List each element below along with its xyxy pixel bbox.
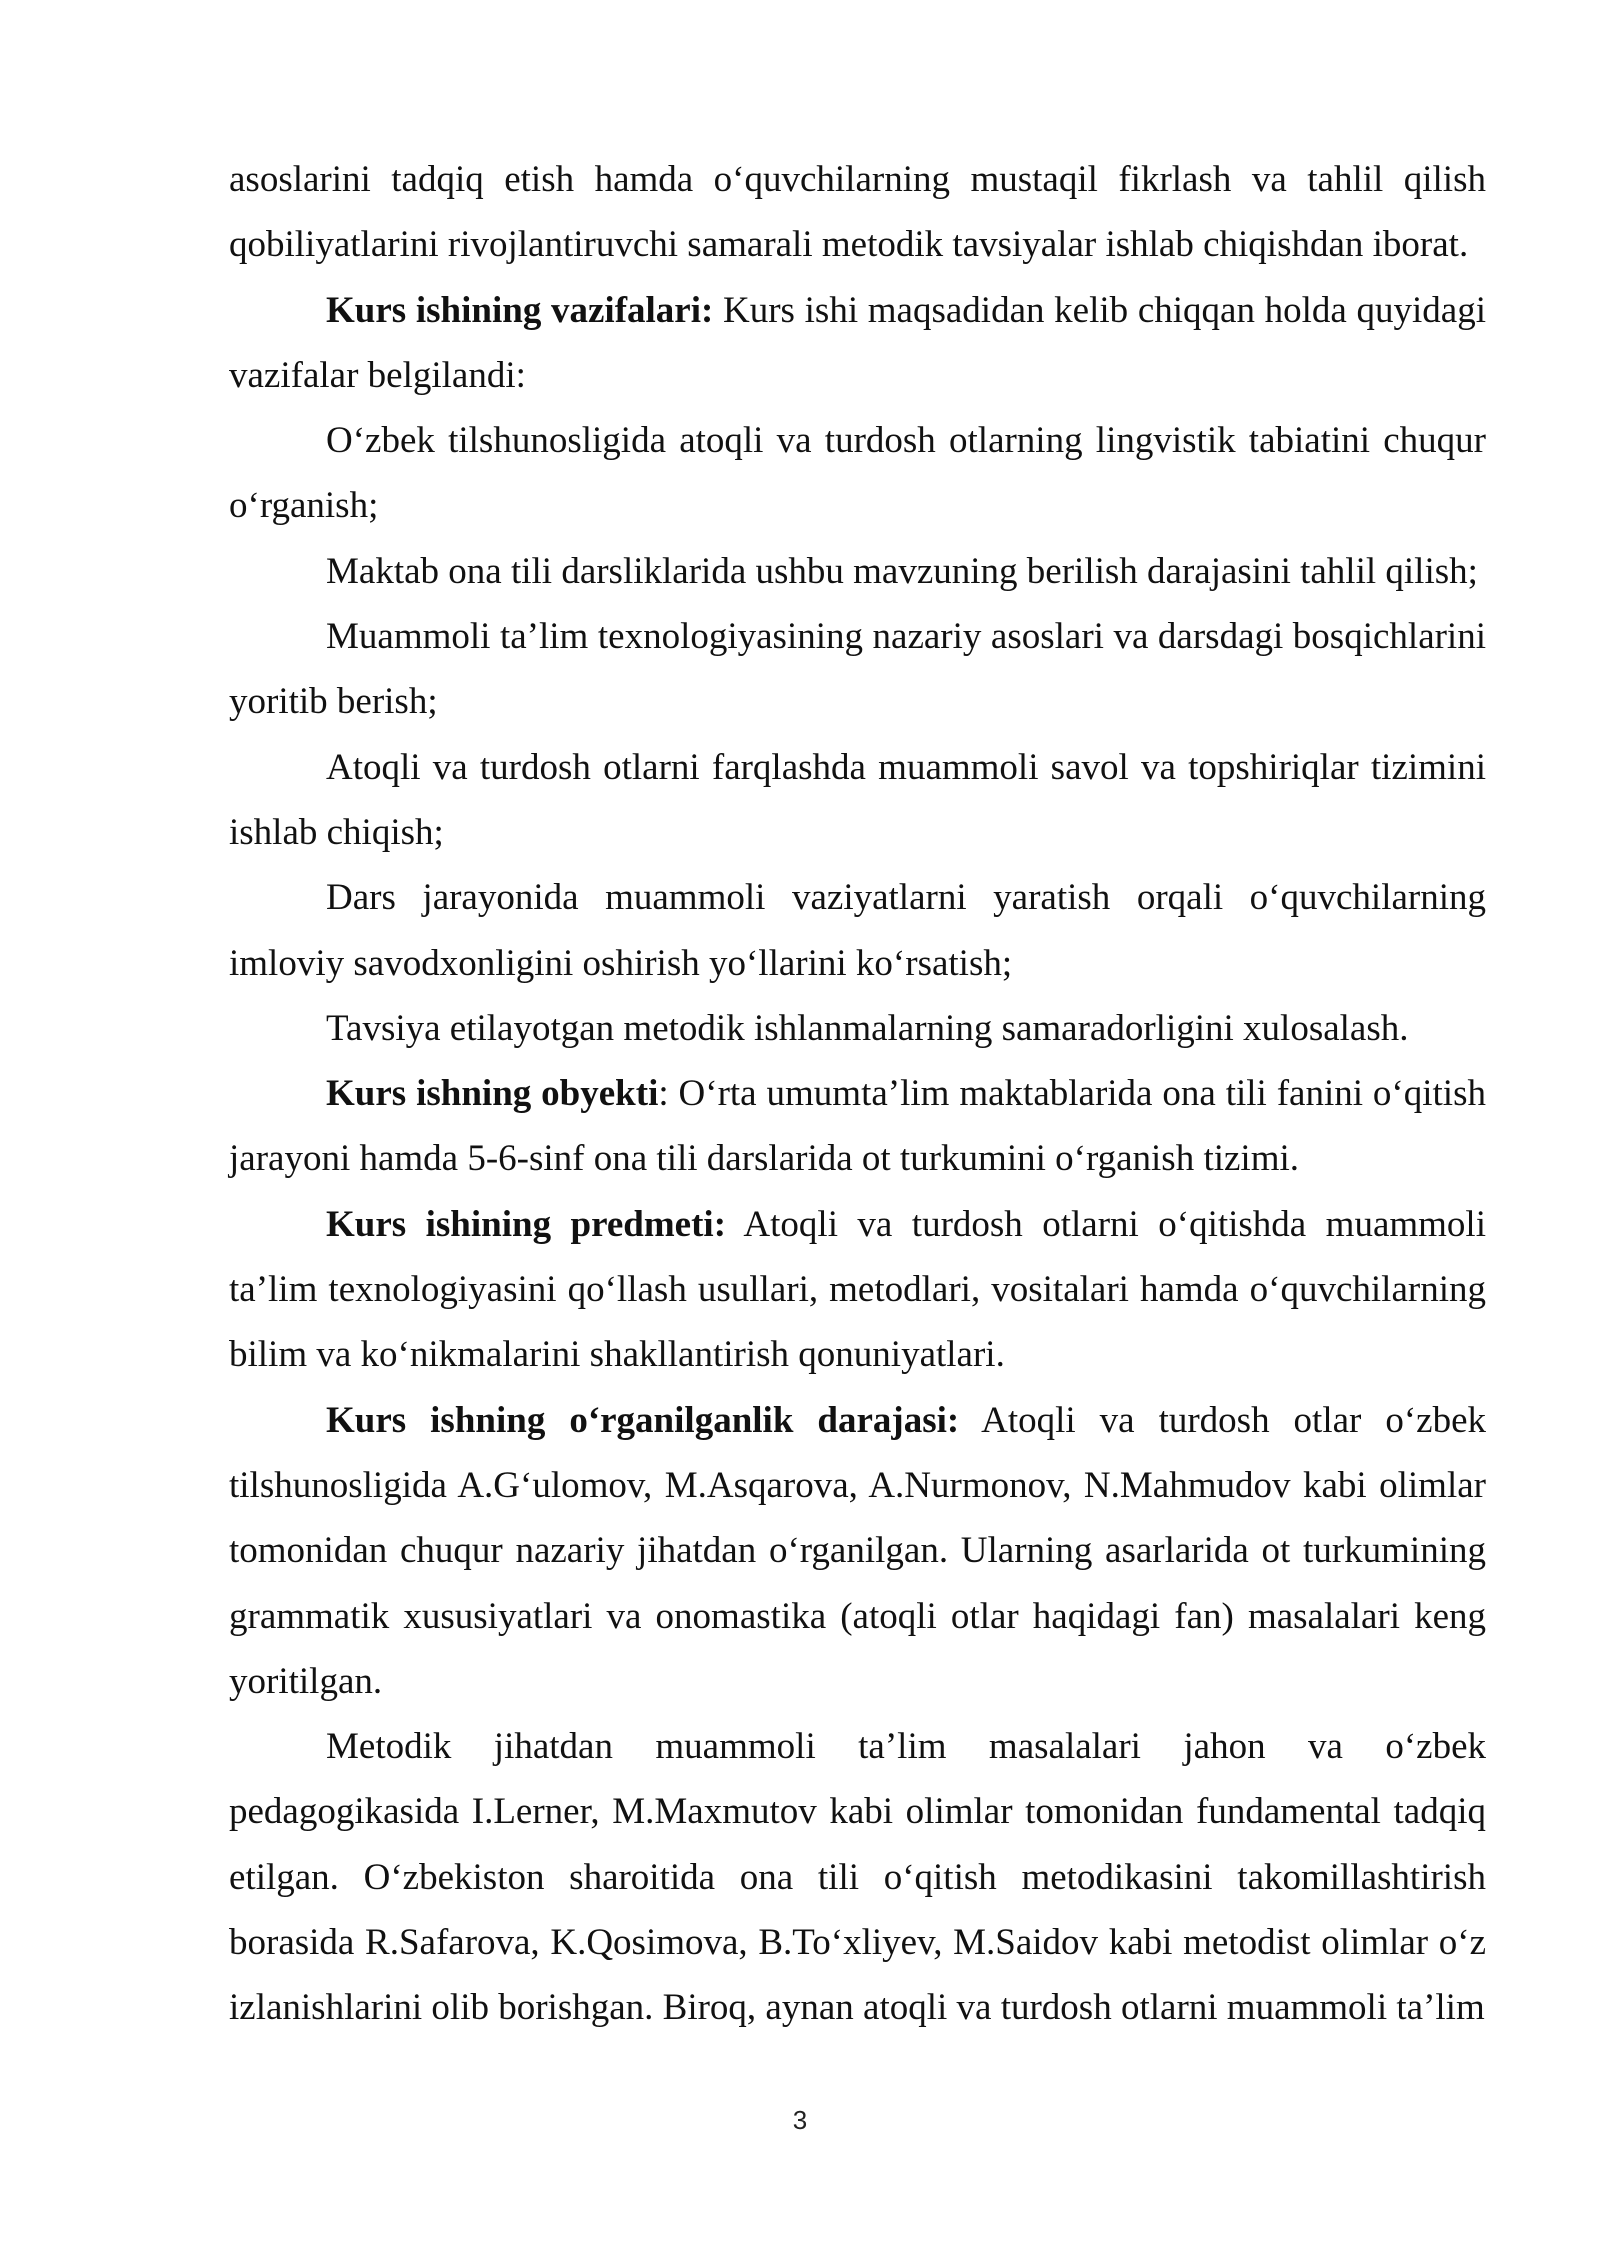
paragraph-subject <box>229 1192 1486 1388</box>
paragraph-text: Kurs ishi maqsadidan kelib chiqqan holda quyidagi vazifalar belgilandi: <box>229 289 1486 396</box>
task-item <box>229 539 1486 604</box>
task-item <box>229 604 1486 735</box>
task-item <box>229 408 1486 539</box>
paragraph-study-level <box>229 1388 1486 1714</box>
paragraph-text: Maktab ona tili darsliklarida ushbu mavzuning berilish darajasini tahlil qilish; <box>326 550 1478 592</box>
task-item <box>229 735 1486 866</box>
task-item <box>229 996 1486 1061</box>
paragraph-text: O‘zbek tilshunosligida atoqli va turdosh otlarning lingvistik tabiatini chuqur o‘rganish; <box>229 420 1486 527</box>
section-heading-object: Kurs ishning obyekti <box>326 1073 659 1115</box>
paragraph-text: Tavsiya etilayotgan metodik ishlanmalarning samaradorligini xulosalash. <box>326 1007 1409 1049</box>
paragraph-text: Atoqli va turdosh otlarni o‘qitishda muammoli ta’lim texnologiyasini qo‘llash usullari, metodlari, vositalari hamda o‘quvchilarning bilim va ko‘nikmalarini shakllantirish qonuniyatlari. <box>229 1203 1486 1376</box>
page-number: 3 <box>792 2105 808 2135</box>
paragraph-text: Atoqli va turdosh otlar o‘zbek tilshunosligida A.G‘ulomov, M.Asqarova, A.Nurmonov, N.Mahmudov kabi olimlar tomonidan chuqur nazariy jihatdan o‘rganilgan. Ularning asarlarida ot turkumining grammatik xususiyatlari va onomastika (atoqli otlar haqidagi fan) masalalari keng yoritilgan. <box>229 1399 1486 1702</box>
document-body <box>229 147 1486 2041</box>
paragraph-methodology <box>229 1714 1486 2040</box>
paragraph-text: Dars jarayonida muammoli vaziyatlarni yaratish orqali o‘quvchilarning imloviy savodxonligini oshirish yo‘llarini ko‘rsatish; <box>229 877 1486 984</box>
section-heading-tasks: Kurs ishining vazifalari: <box>326 289 714 331</box>
paragraph-text: : O‘rta umumta’lim maktablarida ona tili fanini o‘qitish jarayoni hamda 5-6-sinf ona tili darslarida ot turkumini o‘rganish tizimi. <box>229 1073 1486 1180</box>
paragraph-text: Muammoli ta’lim texnologiyasining nazariy asoslari va darsdagi bosqichlarini yoritib berish; <box>229 616 1486 723</box>
paragraph-text: Atoqli va turdosh otlarni farqlashda muammoli savol va topshiriqlar tizimini ishlab chiqish; <box>229 746 1486 853</box>
paragraph-text: asoslarini tadqiq etish hamda o‘quvchilarning mustaqil fikrlash va tahlil qilish qobiliyatlarini rivojlantiruvchi samarali metodik tavsiyalar ishlab chiqishdan iborat. <box>229 159 1486 266</box>
section-heading-subject: Kurs ishining predmeti: <box>326 1203 727 1245</box>
paragraph-text: Metodik jihatdan muammoli ta’lim masalalari jahon va o‘zbek pedagogikasida I.Lerner, M.Maxmutov kabi olimlar tomonidan fundamental tadqiq etilgan. O‘zbekiston sharoitida ona tili o‘qitish metodikasini takomillashtirish borasida R.Safarova, K.Qosimova, B.To‘xliyev, M.Saidov kabi metodist olimlar o‘z izlanishlarini olib borishgan. Biroq, aynan atoqli va turdosh otlarni muammoli ta’lim <box>229 1726 1486 2029</box>
section-heading-study-level: Kurs ishning o‘rganilganlik darajasi: <box>326 1399 960 1441</box>
paragraph-goal-continuation <box>229 147 1486 278</box>
task-item <box>229 865 1486 996</box>
paragraph-tasks-intro <box>229 278 1486 409</box>
paragraph-object <box>229 1061 1486 1192</box>
